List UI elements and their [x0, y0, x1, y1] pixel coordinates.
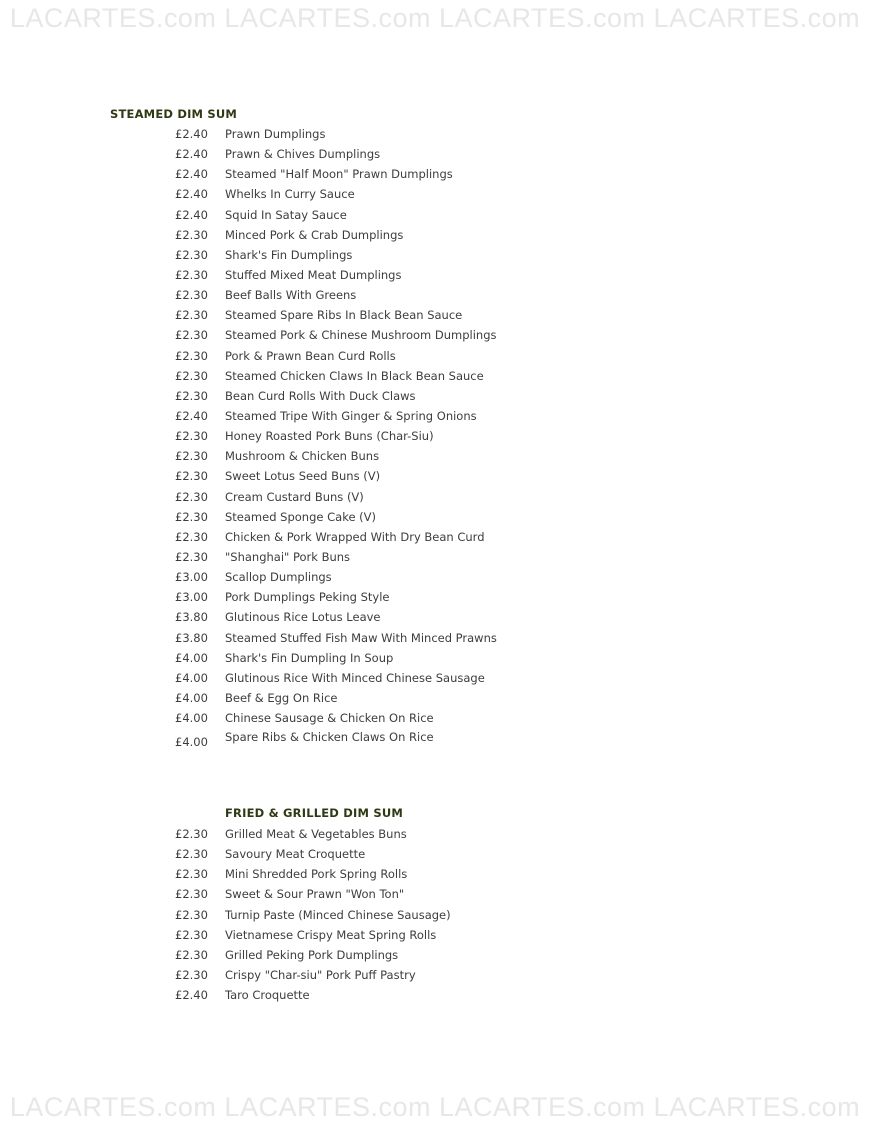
menu-item [175, 708, 497, 728]
menu-item [175, 386, 497, 406]
menu-item-price: £3.00 [175, 590, 208, 605]
menu-item [175, 547, 497, 567]
menu-item-price: £2.40 [175, 167, 208, 182]
menu-item-name: "Shanghai" Pork Buns [225, 550, 351, 565]
menu-item-price: £2.30 [175, 308, 208, 323]
menu-item-name: Taro Croquette [225, 988, 310, 1003]
menu-item-name: Prawn Dumplings [225, 127, 326, 142]
menu-item [175, 406, 497, 426]
menu-item-name: Whelks In Curry Sauce [225, 187, 355, 202]
menu-item-name: Grilled Peking Pork Dumplings [225, 947, 399, 962]
menu-item-price: £2.40 [175, 147, 208, 162]
menu-item-price: £4.00 [175, 691, 208, 705]
menu-item-name: Glutinous Rice With Minced Chinese Sausage [225, 670, 485, 685]
menu-item [175, 587, 497, 607]
menu-item [175, 668, 497, 688]
menu-item-name: Steamed Sponge Cake (V) [225, 509, 377, 524]
menu-item [175, 688, 497, 708]
menu-item [175, 184, 497, 204]
menu-item-name: Minced Pork & Crab Dumplings [225, 227, 404, 242]
menu-item-price: £2.30 [175, 368, 208, 383]
menu-item [175, 648, 497, 668]
menu-item-name: Turnip Paste (Minced Chinese Sausage) [225, 907, 451, 922]
menu-item-price: £3.80 [175, 630, 208, 645]
menu-item-name: Prawn & Chives Dumplings [225, 147, 381, 162]
menu-item-price: £4.00 [175, 711, 208, 726]
menu-item-name: Savoury Meat Croquette [225, 847, 366, 862]
menu-item-price: £2.30 [175, 489, 208, 504]
menu-item-price: £2.30 [175, 968, 208, 983]
menu-list-fried-grilled [175, 824, 451, 1005]
menu-item-name: Honey Roasted Pork Buns (Char-Siu) [225, 429, 434, 444]
menu-item-name: Sweet Lotus Seed Buns (V) [225, 469, 381, 484]
menu-item-price: £2.40 [175, 187, 208, 202]
menu-item [175, 426, 497, 446]
menu-item [175, 925, 451, 945]
menu-item-name: Beef & Egg On Rice [225, 691, 338, 705]
menu-item [175, 205, 497, 225]
menu-item-name: Squid In Satay Sauce [225, 207, 347, 222]
menu-item [175, 366, 497, 386]
menu-item-price: £2.30 [175, 947, 208, 962]
menu-item [175, 305, 497, 325]
menu-item [175, 864, 451, 884]
menu-item-price: £2.30 [175, 907, 208, 922]
menu-item-name: Sweet & Sour Prawn "Won Ton" [225, 887, 405, 902]
menu-item [175, 144, 497, 164]
menu-item-price: £2.40 [175, 409, 208, 424]
menu-item-price: £2.30 [175, 927, 208, 942]
menu-item [175, 446, 497, 466]
menu-item-name: Mini Shredded Pork Spring Rolls [225, 867, 408, 882]
menu-item-name: Vietnamese Crispy Meat Spring Rolls [225, 927, 437, 942]
menu-item [175, 466, 497, 486]
menu-item-price: £2.30 [175, 227, 208, 242]
menu-item-name: Glutinous Rice Lotus Leave [225, 610, 381, 625]
menu-item-name: Beef Balls With Greens [225, 288, 357, 303]
menu-item-price: £2.30 [175, 288, 208, 303]
menu-item-name: Scallop Dumplings [225, 570, 332, 585]
menu-item-name: Chinese Sausage & Chicken On Rice [225, 711, 434, 726]
menu-item [175, 124, 497, 144]
menu-item-price: £3.80 [175, 610, 208, 625]
section-heading-fried-grilled-dim-sum: FRIED & GRILLED DIM SUM [225, 806, 403, 820]
menu-item [175, 985, 451, 1005]
menu-item [175, 567, 497, 587]
menu-item [175, 265, 497, 285]
menu-item-price: £2.30 [175, 449, 208, 464]
menu-item-price: £4.00 [175, 650, 208, 665]
menu-item [175, 945, 451, 965]
menu-item [175, 824, 451, 844]
menu-item-name: Steamed Tripe With Ginger & Spring Onions [225, 409, 477, 424]
menu-item-name: Shark's Fin Dumplings [225, 247, 353, 262]
menu-item-name: Stuffed Mixed Meat Dumplings [225, 268, 402, 283]
menu-item-name: Pork & Prawn Bean Curd Rolls [225, 348, 396, 363]
menu-item [175, 346, 497, 366]
menu-item-name: Steamed Spare Ribs In Black Bean Sauce [225, 308, 463, 323]
menu-item-name: Steamed "Half Moon" Prawn Dumplings [225, 167, 453, 182]
menu-item-price: £2.30 [175, 867, 208, 882]
menu-item [175, 225, 497, 245]
menu-item [175, 245, 497, 265]
menu-item-price: £2.30 [175, 328, 208, 343]
menu-item-name: Shark's Fin Dumpling In Soup [225, 650, 394, 665]
menu-item [175, 844, 451, 864]
menu-item-price: £2.30 [175, 247, 208, 262]
menu-item-name: Spare Ribs & Chicken Claws On Rice [225, 730, 434, 745]
menu-item-price: £2.30 [175, 348, 208, 363]
menu-item-name: Cream Custard Buns (V) [225, 489, 364, 504]
menu-item-name: Grilled Meat & Vegetables Buns [225, 827, 407, 842]
menu-item [175, 285, 497, 305]
menu-item [175, 728, 497, 748]
menu-item-price: £2.30 [175, 529, 208, 544]
menu-item [175, 527, 497, 547]
menu-item-price: £2.30 [175, 268, 208, 283]
menu-item-price: £2.30 [175, 550, 208, 565]
menu-item-price: £2.40 [175, 127, 208, 142]
menu-item-price: £2.40 [175, 988, 208, 1003]
menu-item [175, 965, 451, 985]
menu-item-price: £4.00 [175, 670, 208, 685]
menu-item-price: £2.40 [175, 207, 208, 222]
menu-item-name: Steamed Pork & Chinese Mushroom Dumplings [225, 328, 497, 343]
menu-item-price: £2.30 [175, 429, 208, 444]
menu-item-name: Steamed Stuffed Fish Maw With Minced Prawns [225, 630, 497, 645]
menu-item-name: Pork Dumplings Peking Style [225, 590, 390, 605]
watermark-bottom: LACARTES.com LACARTES.com LACARTES.com LACARTES.com [9, 1092, 861, 1122]
menu-item [175, 607, 497, 627]
menu-item [175, 905, 451, 925]
menu-item-price: £2.30 [175, 827, 208, 842]
menu-item-name: Mushroom & Chicken Buns [225, 449, 380, 464]
section-heading-steamed-dim-sum: STEAMED DIM SUM [110, 107, 238, 121]
menu-item-price: £2.30 [175, 469, 208, 484]
menu-list-steamed [175, 124, 497, 748]
menu-item-price: £4.00 [175, 735, 208, 750]
menu-item-price: £2.30 [175, 847, 208, 862]
menu-item-price: £2.30 [175, 388, 208, 403]
menu-item [175, 884, 451, 904]
menu-item-name: Chicken & Pork Wrapped With Dry Bean Curd [225, 529, 485, 544]
menu-item [175, 628, 497, 648]
menu-item [175, 487, 497, 507]
menu-item [175, 325, 497, 345]
menu-item-price: £2.30 [175, 509, 208, 524]
menu-item-name: Steamed Chicken Claws In Black Bean Sauce [225, 368, 484, 383]
watermark-top: LACARTES.com LACARTES.com LACARTES.com LACARTES.com [9, 3, 861, 33]
menu-item-price: £2.30 [175, 887, 208, 902]
menu-item [175, 507, 497, 527]
menu-item-price: £3.00 [175, 570, 208, 585]
menu-item-name: Bean Curd Rolls With Duck Claws [225, 388, 416, 403]
menu-item [175, 164, 497, 184]
menu-item-name: Crispy "Char-siu" Pork Puff Pastry [225, 968, 416, 983]
